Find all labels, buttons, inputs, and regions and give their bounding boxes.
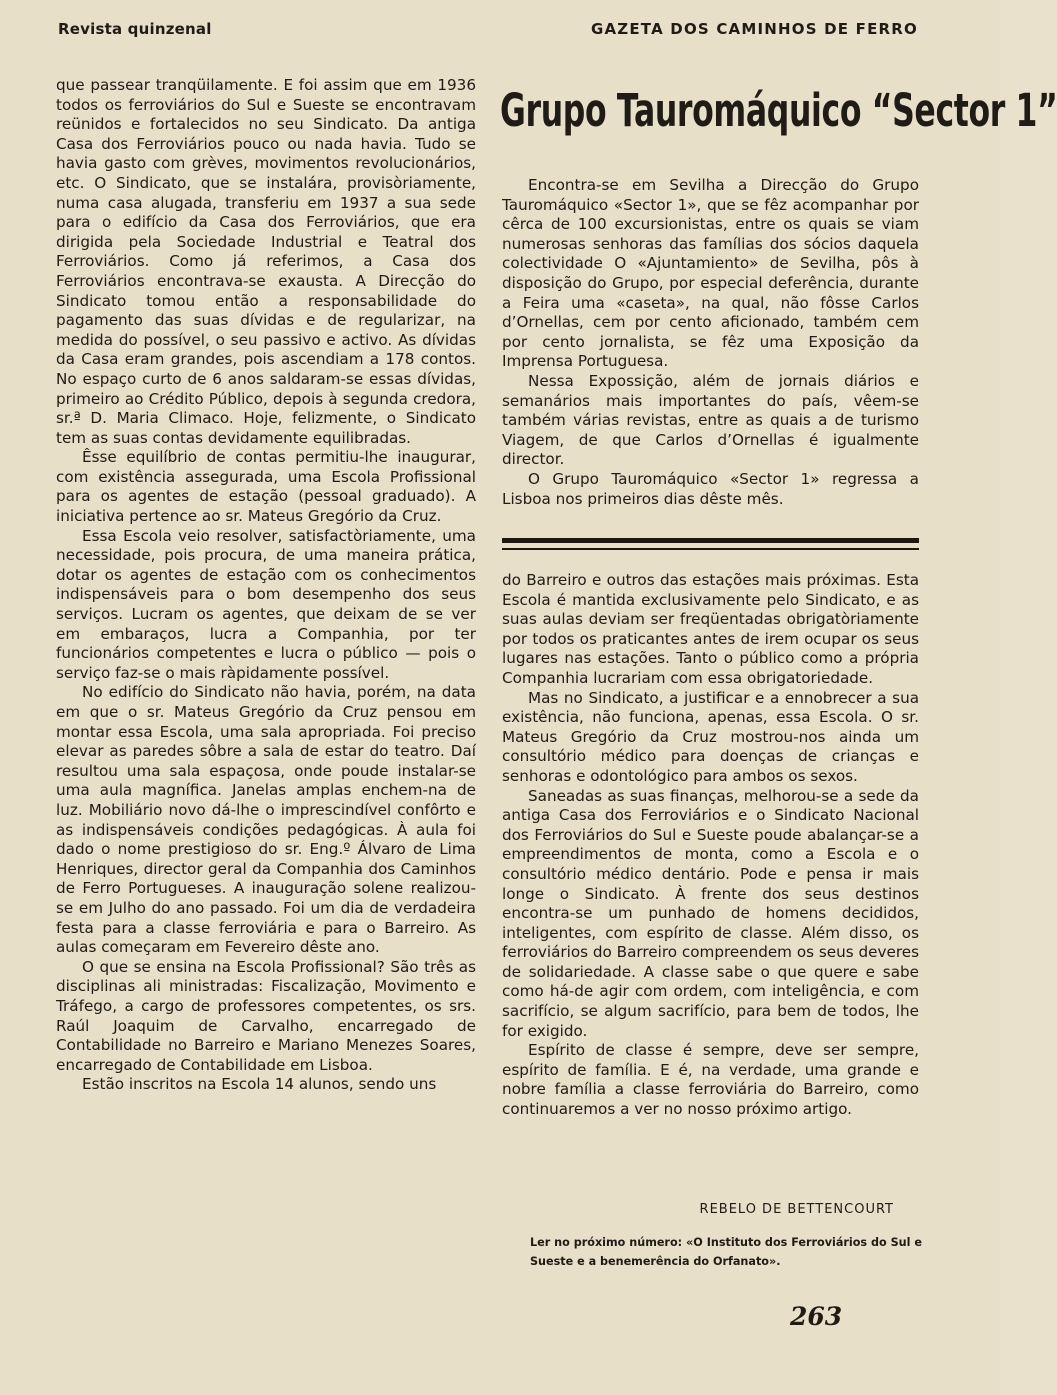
article-body xyxy=(502,176,919,509)
body-paragraph: que passear tranqüilamente. E foi assim que em 1936 todos os ferroviários do Sul e Sueste se encontravam reünidos e fortalecidos no seu Sindicato. Da antiga Casa dos Ferroviários pouco ou nada havia. Tudo se havia gasto com grèves, movimentos revolucionários, etc. O Sindicato, que se instalára, provisòriamente, numa casa alugada, transferiu em 1937 a sua sede para o edifício da Casa dos Ferroviários, que era dirigida pela Sociedade Industrial e Teatral dos Ferroviários. Como já referimos, a Casa dos Ferroviários encontrava-se exausta. A Direcção do Sindicato tomou então a responsabilidade do pagamento das suas dívidas e de regularizar, na medida do possível, o seu passivo e activo. As dívidas da Casa eram grandes, pois ascendiam a 178 contos. No espaço curto de 6 anos saldaram-se essas dívidas, primeiro ao Crédito Público, depois à segunda credora, sr.ª D. Maria Climaco. Hoje, felizmente, o Sindicato tem as suas contas devidamente equilibradas. xyxy=(56,76,476,447)
next-issue-note: Ler no próximo número: «O Instituto dos Ferroviários do Sul e Sueste e a benemerência do Orfanato». xyxy=(530,1236,922,1268)
author-signature: REBELO DE BETTENCOURT xyxy=(699,1202,894,1217)
body-paragraph: Estão inscritos na Escola 14 alunos, sendo uns xyxy=(82,1075,437,1094)
body-paragraph: Saneadas as suas finanças, melhorou-se a sede da antiga Casa dos Ferroviários e o Sindicato Nacional dos Ferroviários do Sul e Sueste poude abalançar-se a empreendimentos de monta, como a Escola e o consultório médico dentário. Pode e pensa ir mais longe o Sindicato. À frente dos seus destinos encontra-se um punhado de homens decididos, inteligentes, com espírito de classe. Além disso, os ferroviários do Barreiro compreendem os seus deveres de solidariedade. A classe sabe o que quere e sabe como há-de agir com ordem, com inteligência, e com sacrifício, se algum sacrifício, para bem de todos, lhe for exigido. xyxy=(502,786,919,1040)
body-paragraph: do Barreiro e outros das estações mais próximas. Esta Escola é mantida exclusivamente pelo Sindicato, e as suas aulas deviam ser freqüentadas obrigatòriamente por todos os praticantes antes de irem ocupar os seus lugares nas estações. Tanto o público como a própria Companhia lucrariam com essa obrigatoriedade. xyxy=(502,571,919,687)
article-headline: Grupo Tauromáquico “Sector 1” xyxy=(500,84,1057,137)
thick-divider-rule xyxy=(502,538,919,543)
body-paragraph: Mas no Sindicato, a justificar e a ennobrecer a sua existência, não funciona, apenas, essa Escola. O sr. Mateus Gregório da Cruz mostrou-nos ainda um consultório médico para doenças de crianças e senhoras e odontológico para ambos os sexos. xyxy=(502,688,919,785)
running-header-right: GAZETA DOS CAMINHOS DE FERRO xyxy=(590,20,918,38)
article-paragraph: Nessa Expossição, além de jornais diários e semanários mais importantes do país, vêem-se também várias revistas, entre as quais a de turismo Viagem, de que Carlos d’Ornellas é igualmente director. xyxy=(502,371,919,469)
body-paragraph: No edifício do Sindicato não havia, porém, na data em que o sr. Mateus Gregório da Cruz pensou em montar essa Escola, uma sala apropriada. Foi preciso elevar as paredes sôbre a sala de estar do teatro. Daí resultou uma sala espaçosa, onde poude instalar-se uma aula magnífica. Janelas amplas enchem-na de luz. Mobiliário novo dá-lhe o imprescindível confôrto e as indispensáveis condições pedagógicas. À aula foi dado o nome prestigioso do sr. Eng.º Álvaro de Lima Henriques, director geral da Companhia dos Caminhos de Ferro Portugueses. A inauguração solene realizou-se em Julho do ano passado. Foi um dia de verdadeira festa para a classe ferroviária e para o Barreiro. As aulas começaram em Fevereiro dêste ano. xyxy=(56,683,476,957)
body-paragraph: Essa Escola veio resolver, satisfactòriamente, uma necessidade, pois procura, de uma maneira prática, dotar os agentes de estação com os conhecimentos indispensáveis para o bom desempenho dos seus serviços. Lucram os agentes, que deixam de se ver em embaraços, lucra a Companhia, por ter funcionários competentes e lucra o público — pois o serviço faz-se o mais ràpidamente possível. xyxy=(56,526,476,682)
right-column xyxy=(502,571,919,1120)
body-paragraph: Êsse equilíbrio de contas permitiu-lhe inaugurar, com existência assegurada, uma Escola Profissional para os agentes de estação (pessoal graduado). A iniciativa pertence ao sr. Mateus Gregório da Cruz. xyxy=(56,448,476,526)
thin-divider-rule xyxy=(502,548,919,550)
article-paragraph: O Grupo Tauromáquico «Sector 1» regressa a Lisboa nos primeiros dias dêste mês. xyxy=(502,469,919,508)
article-paragraph: Encontra-se em Sevilha a Direcção do Grupo Tauromáquico «Sector 1», que se fêz acompanhar por cêrca de 100 excursionistas, entre os quais se viam numerosas senhoras das famílias dos sócios daquela colectividade O «Ajuntamiento» de Sevilha, pôs à disposição do Grupo, por especial deferência, durante a Feira uma «caseta», na qual, não fôsse Carlos d’Ornellas, cem por cento aficionado, também cem por cento jornalista, se fêz uma Exposição da Imprensa Portuguesa. xyxy=(502,176,919,371)
left-column xyxy=(56,76,476,1095)
body-paragraph: O que se ensina na Escola Profissional? São três as disciplinas ali ministradas: Fiscalização, Movimento e Tráfego, a cargo de professores competentes, os srs. Raúl Joaquim de Carvalho, encarregado de Contabilidade no Barreiro e Mariano Menezes Soares, encarregado de Contabilidade em Lisboa. xyxy=(56,957,476,1074)
page-number: 263 xyxy=(790,1302,843,1331)
running-header-left: Revista quinzenal xyxy=(58,20,212,38)
body-paragraph: Espírito de classe é sempre, deve ser sempre, espírito de família. E é, na verdade, uma grande e nobre família a classe ferroviária do Barreiro, como continuaremos a ver no nosso próximo artigo. xyxy=(502,1041,919,1119)
